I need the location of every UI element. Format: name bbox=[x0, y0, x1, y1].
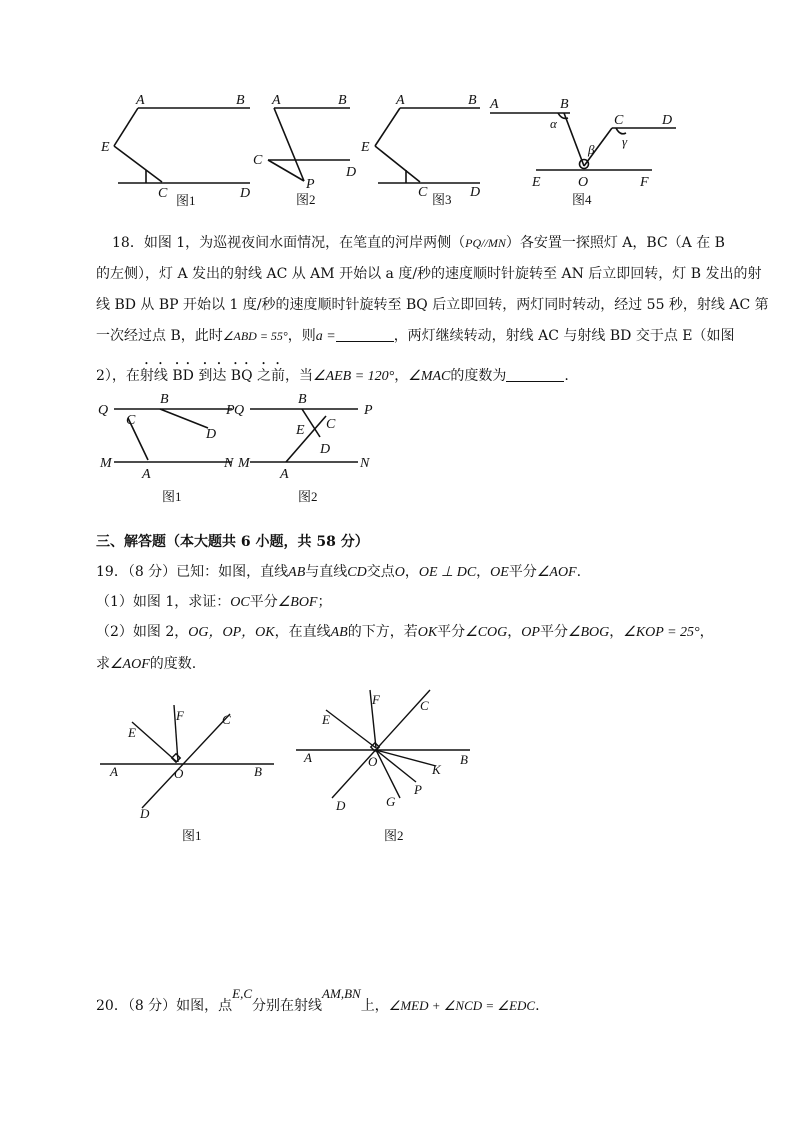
label-Q: Q bbox=[234, 403, 245, 418]
figure-caption: 图2 bbox=[296, 192, 316, 207]
label-A: A bbox=[136, 93, 145, 108]
label-G: G bbox=[386, 794, 396, 809]
q20-line-1: 20．（8 分）如图，点E,C分别在射线AM,BN上，∠MED + ∠NCD = ∠EDC. bbox=[96, 986, 540, 1014]
label-A: A bbox=[396, 93, 405, 108]
label-O: O bbox=[174, 766, 184, 781]
label-B: B bbox=[460, 752, 468, 767]
label-P: P bbox=[364, 403, 373, 418]
label-C: C bbox=[126, 413, 136, 428]
label-D: D bbox=[336, 798, 346, 813]
label-D: D bbox=[140, 806, 150, 821]
q18-line-3: 线 BD 从 BP 开始以 1 度/秒的速度顺时针旋转至 BQ 后立即回转，两灯同时转动，经过 55 秒，射线 AC 第 bbox=[96, 297, 769, 313]
emphasized-text: 射线 BD 到达 BQ 之前 bbox=[139, 368, 286, 384]
figure-caption: 图2 bbox=[298, 489, 318, 504]
label-D: D bbox=[206, 427, 217, 442]
label-C: C bbox=[158, 186, 168, 201]
label-B: B bbox=[468, 93, 477, 108]
q17-figure-4 bbox=[486, 88, 696, 213]
label-K: K bbox=[432, 762, 441, 777]
label-B: B bbox=[298, 392, 307, 407]
label-E: E bbox=[532, 175, 541, 190]
label-C: C bbox=[253, 153, 263, 168]
label-D: D bbox=[240, 186, 251, 201]
label-M: M bbox=[100, 456, 112, 471]
figure-caption: 图3 bbox=[432, 192, 452, 207]
q17-figure-3 bbox=[360, 88, 490, 213]
label-E: E bbox=[101, 140, 110, 155]
label-O: O bbox=[368, 754, 378, 769]
label-C: C bbox=[420, 698, 429, 713]
label-B: B bbox=[338, 93, 347, 108]
label-D: D bbox=[662, 113, 673, 128]
label-C: C bbox=[326, 417, 336, 432]
label-F: F bbox=[640, 175, 649, 190]
label-A: A bbox=[280, 467, 289, 482]
q19-line-3: （2）如图 2，OG，OP，OK，在直线AB的下方，若OK平分∠COG，OP平分∠BOG，∠KOP = 25°， bbox=[96, 624, 714, 640]
figure-caption: 图1 bbox=[182, 828, 202, 843]
label-D: D bbox=[470, 185, 481, 200]
label-N: N bbox=[224, 456, 234, 471]
label-E: E bbox=[128, 725, 136, 740]
figure-caption: 图2 bbox=[384, 828, 404, 843]
label-F: F bbox=[176, 708, 184, 723]
figure-caption: 图1 bbox=[176, 193, 196, 208]
q18-line-5: 2），在射线 BD 到达 BQ 之前，当∠AEB = 120°，∠MAC的度数为 . bbox=[96, 368, 569, 384]
q19-line-4: 求∠AOF的度数. bbox=[96, 656, 197, 672]
label-C: C bbox=[418, 185, 428, 200]
label-D: D bbox=[320, 442, 331, 457]
label-A: A bbox=[142, 467, 151, 482]
label-C: C bbox=[614, 113, 624, 128]
label-F: F bbox=[372, 692, 380, 707]
q18-line-2: 的左侧），灯 A 发出的射线 AC 从 AM 开始以 a 度/秒的速度顺时针旋转至 AN 后立即回转，灯 B 发出的射 bbox=[96, 266, 762, 282]
label-E: E bbox=[296, 423, 305, 438]
label-A: A bbox=[490, 97, 499, 112]
label-gamma: γ bbox=[622, 134, 628, 149]
label-D: D bbox=[346, 165, 357, 180]
label-B: B bbox=[160, 392, 169, 407]
label-beta: β bbox=[588, 142, 595, 157]
label-P: P bbox=[306, 177, 315, 192]
answer-blank-angle[interactable] bbox=[506, 367, 564, 382]
figure-caption: 图1 bbox=[162, 489, 182, 504]
label-C: C bbox=[222, 712, 231, 727]
q19-line-1: 19．（8 分）已知：如图，直线AB与直线CD交点O，OE ⊥ DC，OE平分∠AOF. bbox=[96, 564, 582, 580]
label-E: E bbox=[361, 140, 370, 155]
label-A: A bbox=[272, 93, 281, 108]
label-B: B bbox=[560, 97, 569, 112]
q18-line-1: 18．如图 1，为巡视夜间水面情况，在笔直的河岸两侧（PQ//MN）各安置一探照灯 A，BC（A 在 B bbox=[112, 235, 725, 251]
label-O: O bbox=[578, 175, 589, 190]
q17-figure-2 bbox=[252, 88, 372, 213]
label-M: M bbox=[238, 456, 250, 471]
label-E: E bbox=[322, 712, 330, 727]
section-heading: 三、解答题（本大题共 6 小题，共 58 分） bbox=[96, 534, 369, 550]
q19-line-2: （1）如图 1，求证：OC平分∠BOF； bbox=[96, 594, 332, 610]
label-P: P bbox=[226, 403, 235, 418]
label-Q: Q bbox=[98, 403, 109, 418]
label-alpha: α bbox=[550, 116, 557, 131]
label-N: N bbox=[360, 456, 370, 471]
label-B: B bbox=[236, 93, 245, 108]
q19-figure-2 bbox=[292, 686, 482, 850]
answer-blank-a[interactable] bbox=[336, 327, 394, 342]
q17-figure-1 bbox=[100, 88, 260, 213]
label-A: A bbox=[304, 750, 312, 765]
q19-figure-1 bbox=[96, 700, 286, 850]
label-A: A bbox=[110, 764, 118, 779]
q18-figure-2 bbox=[232, 390, 382, 512]
q18-line-4: 一次经过点 B，此时∠ABD = 55°，则a = ，两灯继续转动，射线 AC 与射线 BD 交于点 E（如图 bbox=[96, 328, 735, 344]
label-P: P bbox=[414, 782, 422, 797]
figure-caption: 图4 bbox=[572, 192, 592, 207]
label-B: B bbox=[254, 764, 262, 779]
